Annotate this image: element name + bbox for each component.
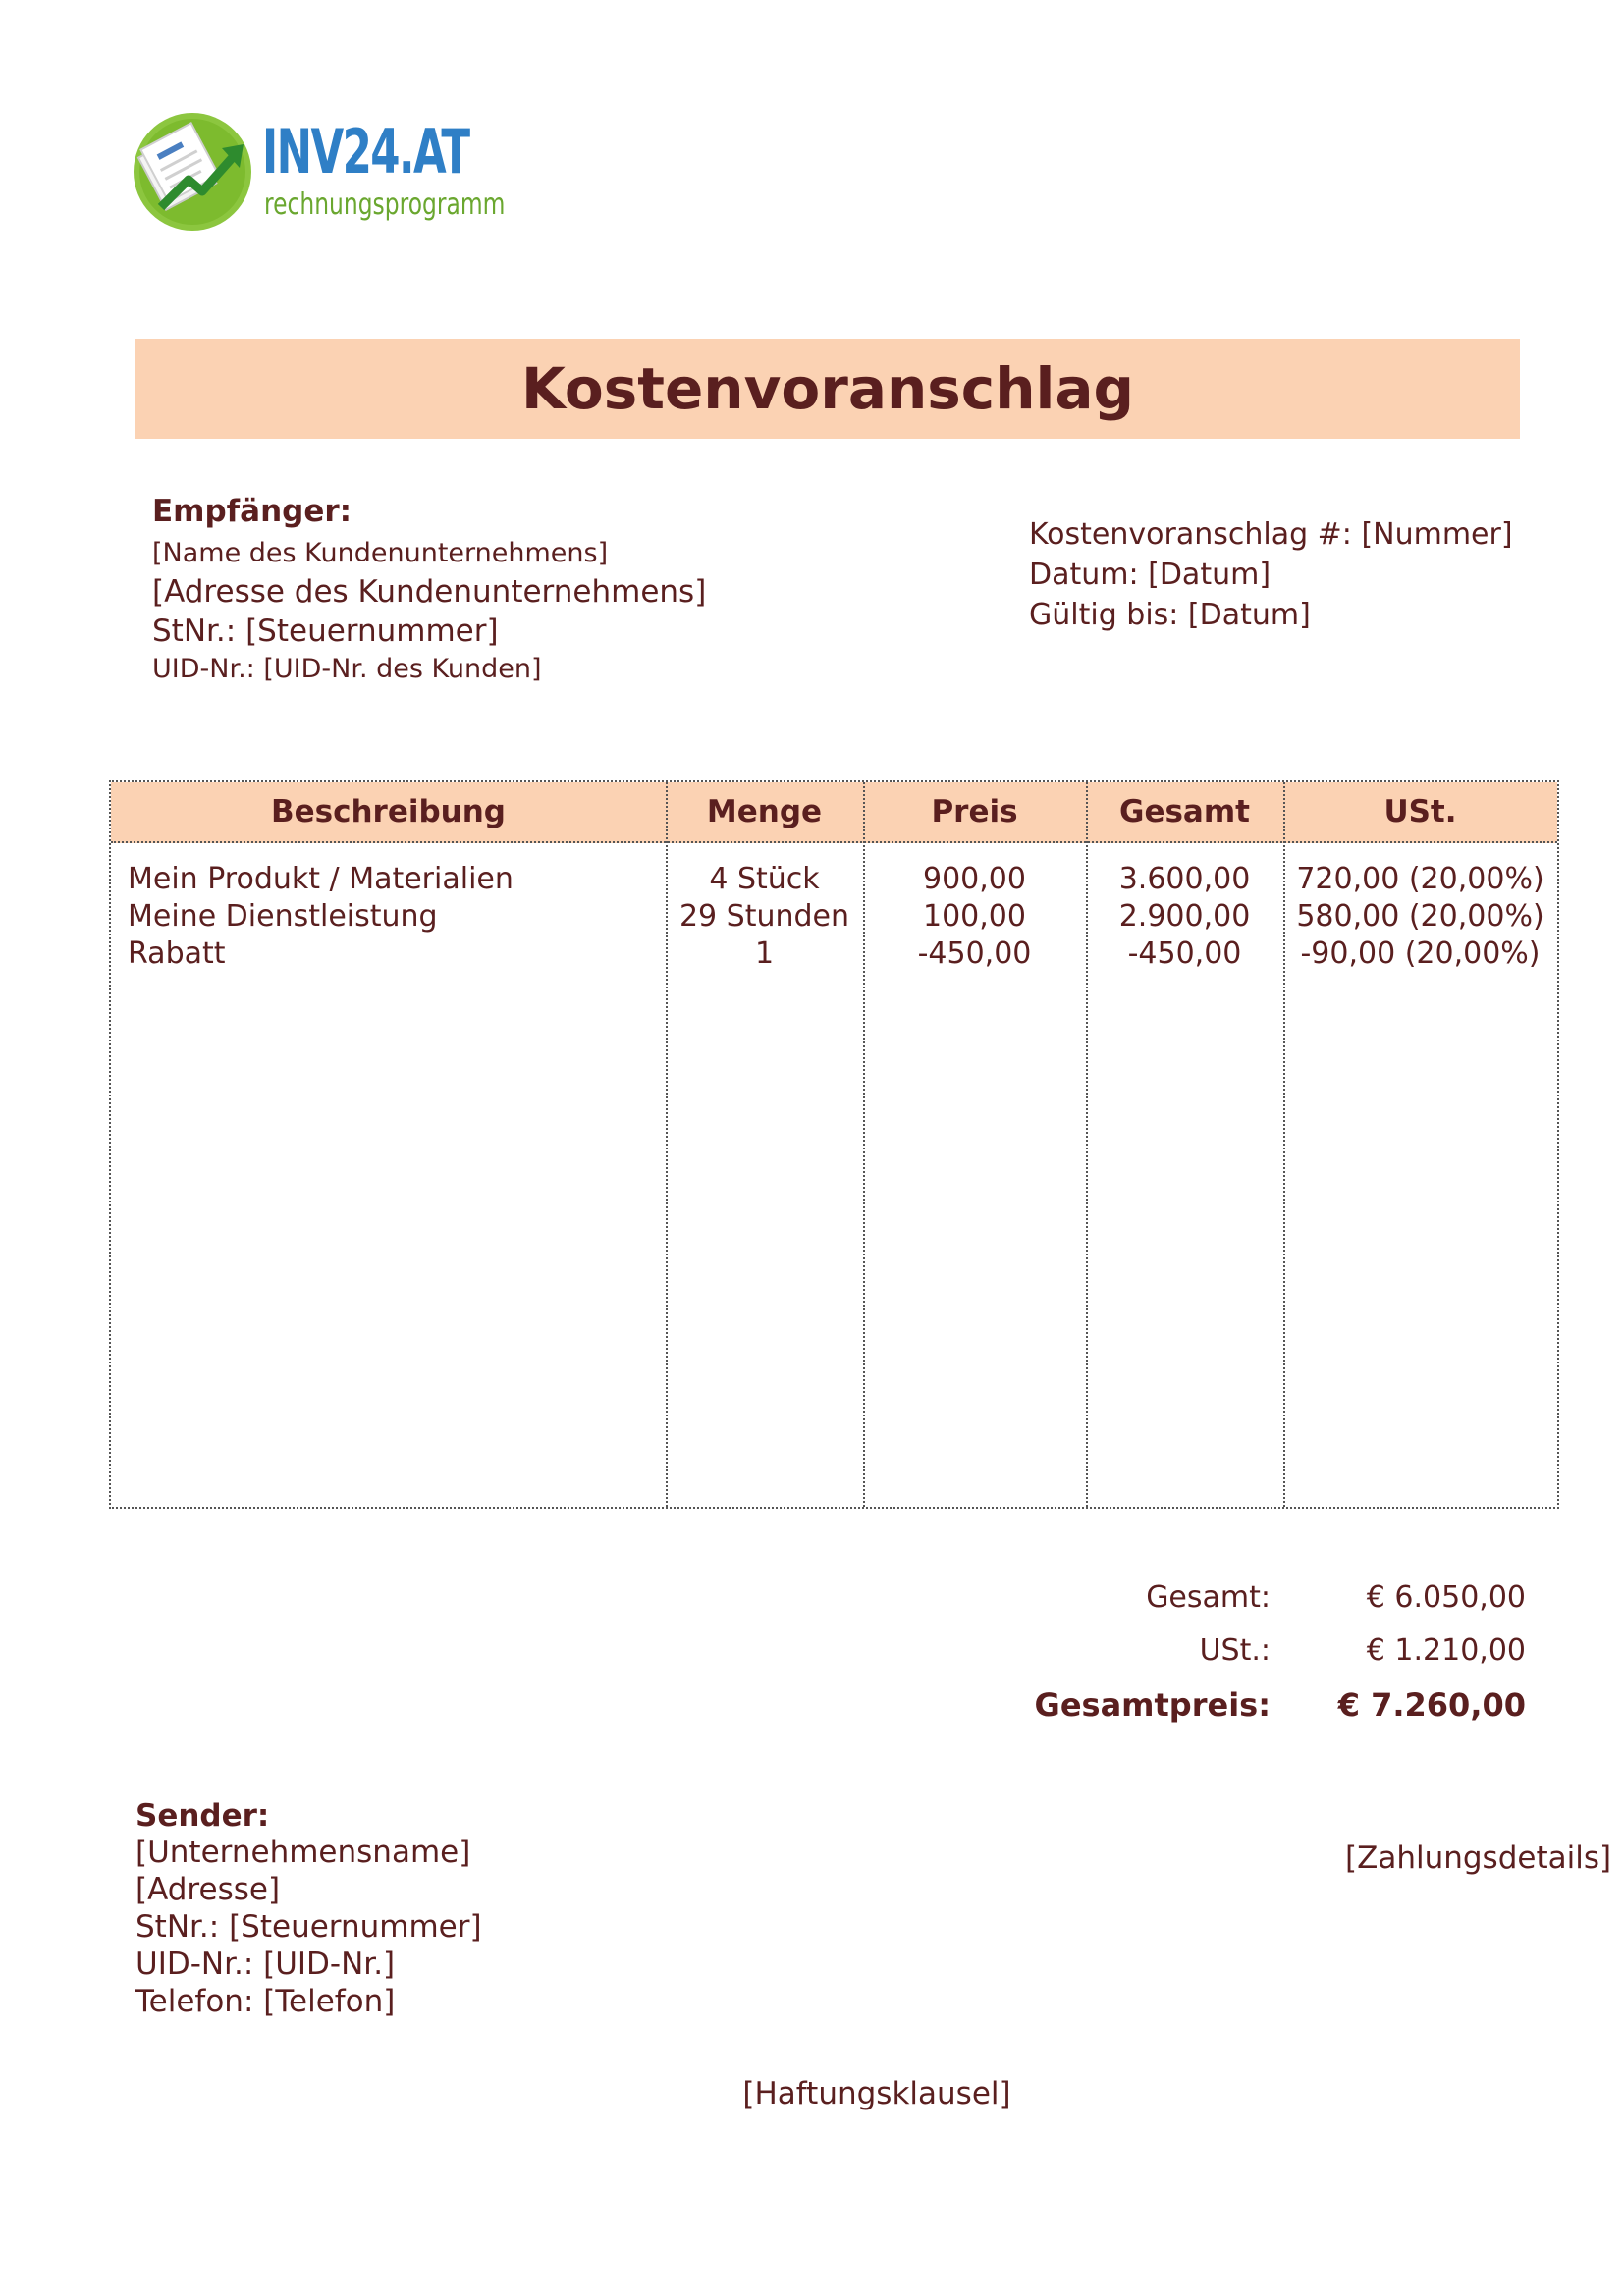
totals-value: € 6.050,00 — [1366, 1580, 1526, 1615]
header-vat: USt. — [1383, 794, 1457, 829]
recipient-company-name: [Name des Kundenunternehmens] — [152, 538, 609, 568]
header-quantity: Menge — [706, 794, 823, 829]
sender-address: [Adresse] — [135, 1872, 281, 1907]
table-cell: -90,00 (20,00%) — [1300, 936, 1541, 971]
sender-block — [135, 1798, 823, 2024]
totals-row-net — [1021, 1580, 1532, 1633]
sender-company-name: [Unternehmensname] — [135, 1835, 471, 1870]
price-column — [863, 861, 1086, 973]
sender-heading: Sender: — [135, 1798, 270, 1834]
totals-label: Gesamt: — [1146, 1580, 1271, 1615]
title-band — [135, 339, 1520, 439]
table-cell: 580,00 (20,00%) — [1296, 899, 1544, 934]
logo-tagline: rechnungsprogramm — [264, 187, 506, 222]
totals-value: € 1.210,00 — [1366, 1633, 1526, 1668]
header-price: Preis — [931, 794, 1018, 829]
quote-valid-until: Gültig bis: [Datum] — [1029, 598, 1311, 632]
totals-row-grand — [1021, 1686, 1532, 1739]
document-title: Kostenvoranschlag — [520, 355, 1135, 422]
totals-label: USt.: — [1199, 1633, 1271, 1668]
quote-number: Kostenvoranschlag #: [Nummer] — [1029, 517, 1513, 552]
quote-meta — [1029, 517, 1540, 641]
table-cell: -450,00 — [917, 936, 1032, 971]
table-cell: Meine Dienstleistung — [128, 899, 438, 934]
table-cell: 4 Stück — [709, 862, 820, 896]
table-cell: Rabatt — [128, 936, 226, 971]
totals-row-vat — [1021, 1633, 1532, 1686]
total-column — [1086, 861, 1283, 973]
items-table — [109, 780, 1559, 1509]
recipient-uid: UID-Nr.: [UID-Nr. des Kunden] — [152, 654, 542, 684]
logo-name: INV24.AT — [262, 116, 469, 187]
totals-value: € 7.260,00 — [1337, 1686, 1526, 1724]
totals-label: Gesamtpreis: — [1034, 1686, 1271, 1724]
quantity-column — [666, 861, 863, 973]
quote-date: Datum: [Datum] — [1029, 558, 1272, 592]
table-cell: 100,00 — [923, 899, 1026, 934]
vat-column — [1283, 861, 1557, 973]
table-cell: Mein Produkt / Materialien — [128, 862, 514, 896]
payment-details: [Zahlungsdetails] — [1345, 1841, 1612, 1876]
table-cell: 3.600,00 — [1118, 862, 1251, 896]
liability-clause — [0, 2076, 1624, 2111]
recipient-block — [152, 494, 938, 684]
liability-text: [Haftungsklausel] — [742, 2076, 1011, 2111]
table-cell: 2.900,00 — [1118, 899, 1251, 934]
header-total: Gesamt — [1119, 794, 1250, 829]
company-logo — [132, 106, 506, 234]
table-cell: 1 — [754, 936, 775, 971]
recipient-heading: Empfänger: — [152, 494, 352, 529]
table-cell: 29 Stunden — [678, 899, 850, 934]
recipient-tax-number: StNr.: [Steuernummer] — [152, 614, 499, 649]
table-cell: 900,00 — [923, 862, 1026, 896]
sender-tax-number: StNr.: [Steuernummer] — [135, 1909, 482, 1945]
sender-phone: Telefon: [Telefon] — [135, 1984, 396, 2019]
totals-block — [1021, 1580, 1532, 1739]
table-cell: -450,00 — [1127, 936, 1242, 971]
header-description: Beschreibung — [270, 794, 506, 829]
document-chart-icon — [132, 111, 253, 233]
recipient-address: [Adresse des Kundenunternehmens] — [152, 574, 707, 610]
description-column — [128, 861, 658, 973]
sender-uid: UID-Nr.: [UID-Nr.] — [135, 1947, 396, 1982]
table-cell: 720,00 (20,00%) — [1296, 862, 1544, 896]
